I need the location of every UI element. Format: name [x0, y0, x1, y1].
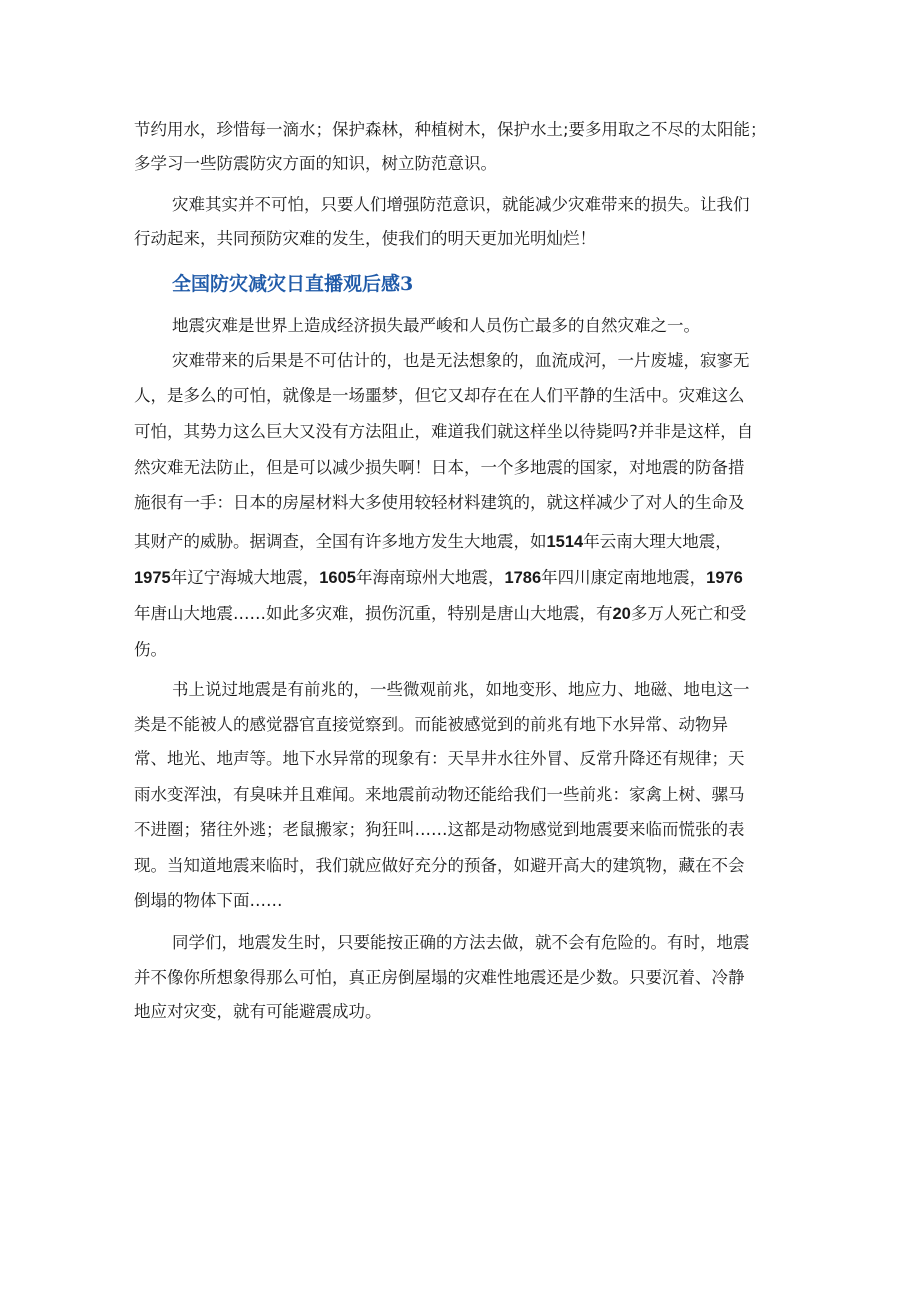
text-span: 多万人死亡和受 — [630, 604, 747, 623]
text-span: 年云南大理大地震， — [583, 532, 732, 551]
text-span: 年唐山大地震……如此多灾难，损伤沉重，特别是唐山大地震，有 — [134, 604, 613, 623]
paragraph-2-line-1: 灾难其实并不可怕，只要人们增强防范意识，就能减少灾难带来的损失。让我们 — [172, 195, 750, 214]
paragraph-4-line-5: 施很有一手：日本的房屋材料大多使用较轻材料建筑的，就这样减少了对人的生命及 — [134, 493, 745, 512]
year-number: 1605 — [319, 569, 356, 587]
paragraph-5-line-3: 常、地光、地声等。地下水异常的现象有：天旱井水往外冒、反常升降还有规律；天 — [134, 749, 745, 768]
paragraph-5-line-1: 书上说过地震是有前兆的，一些微观前兆，如地变形、地应力、地磁、地电这一 — [172, 680, 750, 699]
paragraph-6-line-2: 并不像你所想象得那么可怕，真正房倒屋塌的灾难性地震还是少数。只要沉着、冷静 — [134, 968, 745, 987]
paragraph-1-line-1: 节约用水，珍惜每一滴水；保护森林，种植树木，保护水土;要多用取之不尽的太阳能； — [134, 120, 767, 139]
paragraph-5-line-4: 雨水变浑浊，有臭味并且难闻。来地震前动物还能给我们一些前兆：家禽上树、骡马 — [134, 785, 745, 804]
paragraph-4-line-6 — [134, 530, 732, 554]
paragraph-4-line-3: 可怕，其势力这么巨大又没有方法阻止，难道我们就这样坐以待毙吗?并非是这样，自 — [134, 422, 754, 441]
text-span: 年海南琼州大地震， — [355, 568, 505, 587]
paragraph-5-line-6: 现。当知道地震来临时，我们就应做好充分的预备，如避开高大的建筑物，藏在不会 — [134, 856, 745, 875]
paragraph-4-line-1: 灾难带来的后果是不可估计的，也是无法想象的，血流成河，一片废墟，寂寥无 — [172, 351, 750, 370]
paragraph-4-line-8 — [134, 602, 746, 626]
paragraph-5-line-2: 类是不能被人的感觉器官直接觉察到。而能被感觉到的前兆有地下水异常、动物异 — [134, 715, 728, 734]
paragraph-4-line-4: 然灾难无法防止，但是可以减少损失啊！日本，一个多地震的国家，对地震的防备措 — [134, 458, 745, 477]
text-span: 年辽宁海城大地震， — [170, 568, 320, 587]
paragraph-4-line-7 — [134, 566, 743, 590]
text-span: 年四川康定南地地震， — [541, 568, 707, 587]
paragraph-4-line-2: 人，是多么的可怕，就像是一场噩梦，但它又却存在在人们平静的生活中。灾难这么 — [134, 386, 745, 405]
paragraph-4-line-9: 伤。 — [134, 640, 167, 659]
paragraph-6-line-3: 地应对灾变，就有可能避震成功。 — [134, 1002, 382, 1021]
year-number: 1975 — [134, 569, 171, 587]
count-number: 20 — [612, 605, 631, 623]
year-number: 1976 — [706, 569, 743, 587]
text-span: 其财产的威胁。据调查，全国有许多地方发生大地震，如 — [134, 532, 547, 551]
paragraph-3-line-1: 地震灾难是世界上造成经济损失最严峻和人员伤亡最多的自然灾难之一。 — [172, 316, 700, 335]
year-number: 1786 — [504, 569, 542, 587]
section-heading: 全国防灾减灾日直播观后感3 — [172, 273, 414, 295]
paragraph-1-line-2: 多学习一些防震防灾方面的知识，树立防范意识。 — [134, 154, 497, 173]
paragraph-6-line-1: 同学们，地震发生时，只要能按正确的方法去做，就不会有危险的。有时，地震 — [172, 933, 750, 952]
paragraph-5-line-7: 倒塌的物体下面…… — [134, 891, 283, 910]
paragraph-5-line-5: 不进圈；猪往外逃；老鼠搬家；狗狂叫……这都是动物感觉到地震要来临而慌张的表 — [134, 820, 745, 839]
year-number: 1514 — [546, 533, 584, 551]
paragraph-2-line-2: 行动起来，共同预防灾难的发生，使我们的明天更加光明灿烂！ — [134, 229, 596, 248]
